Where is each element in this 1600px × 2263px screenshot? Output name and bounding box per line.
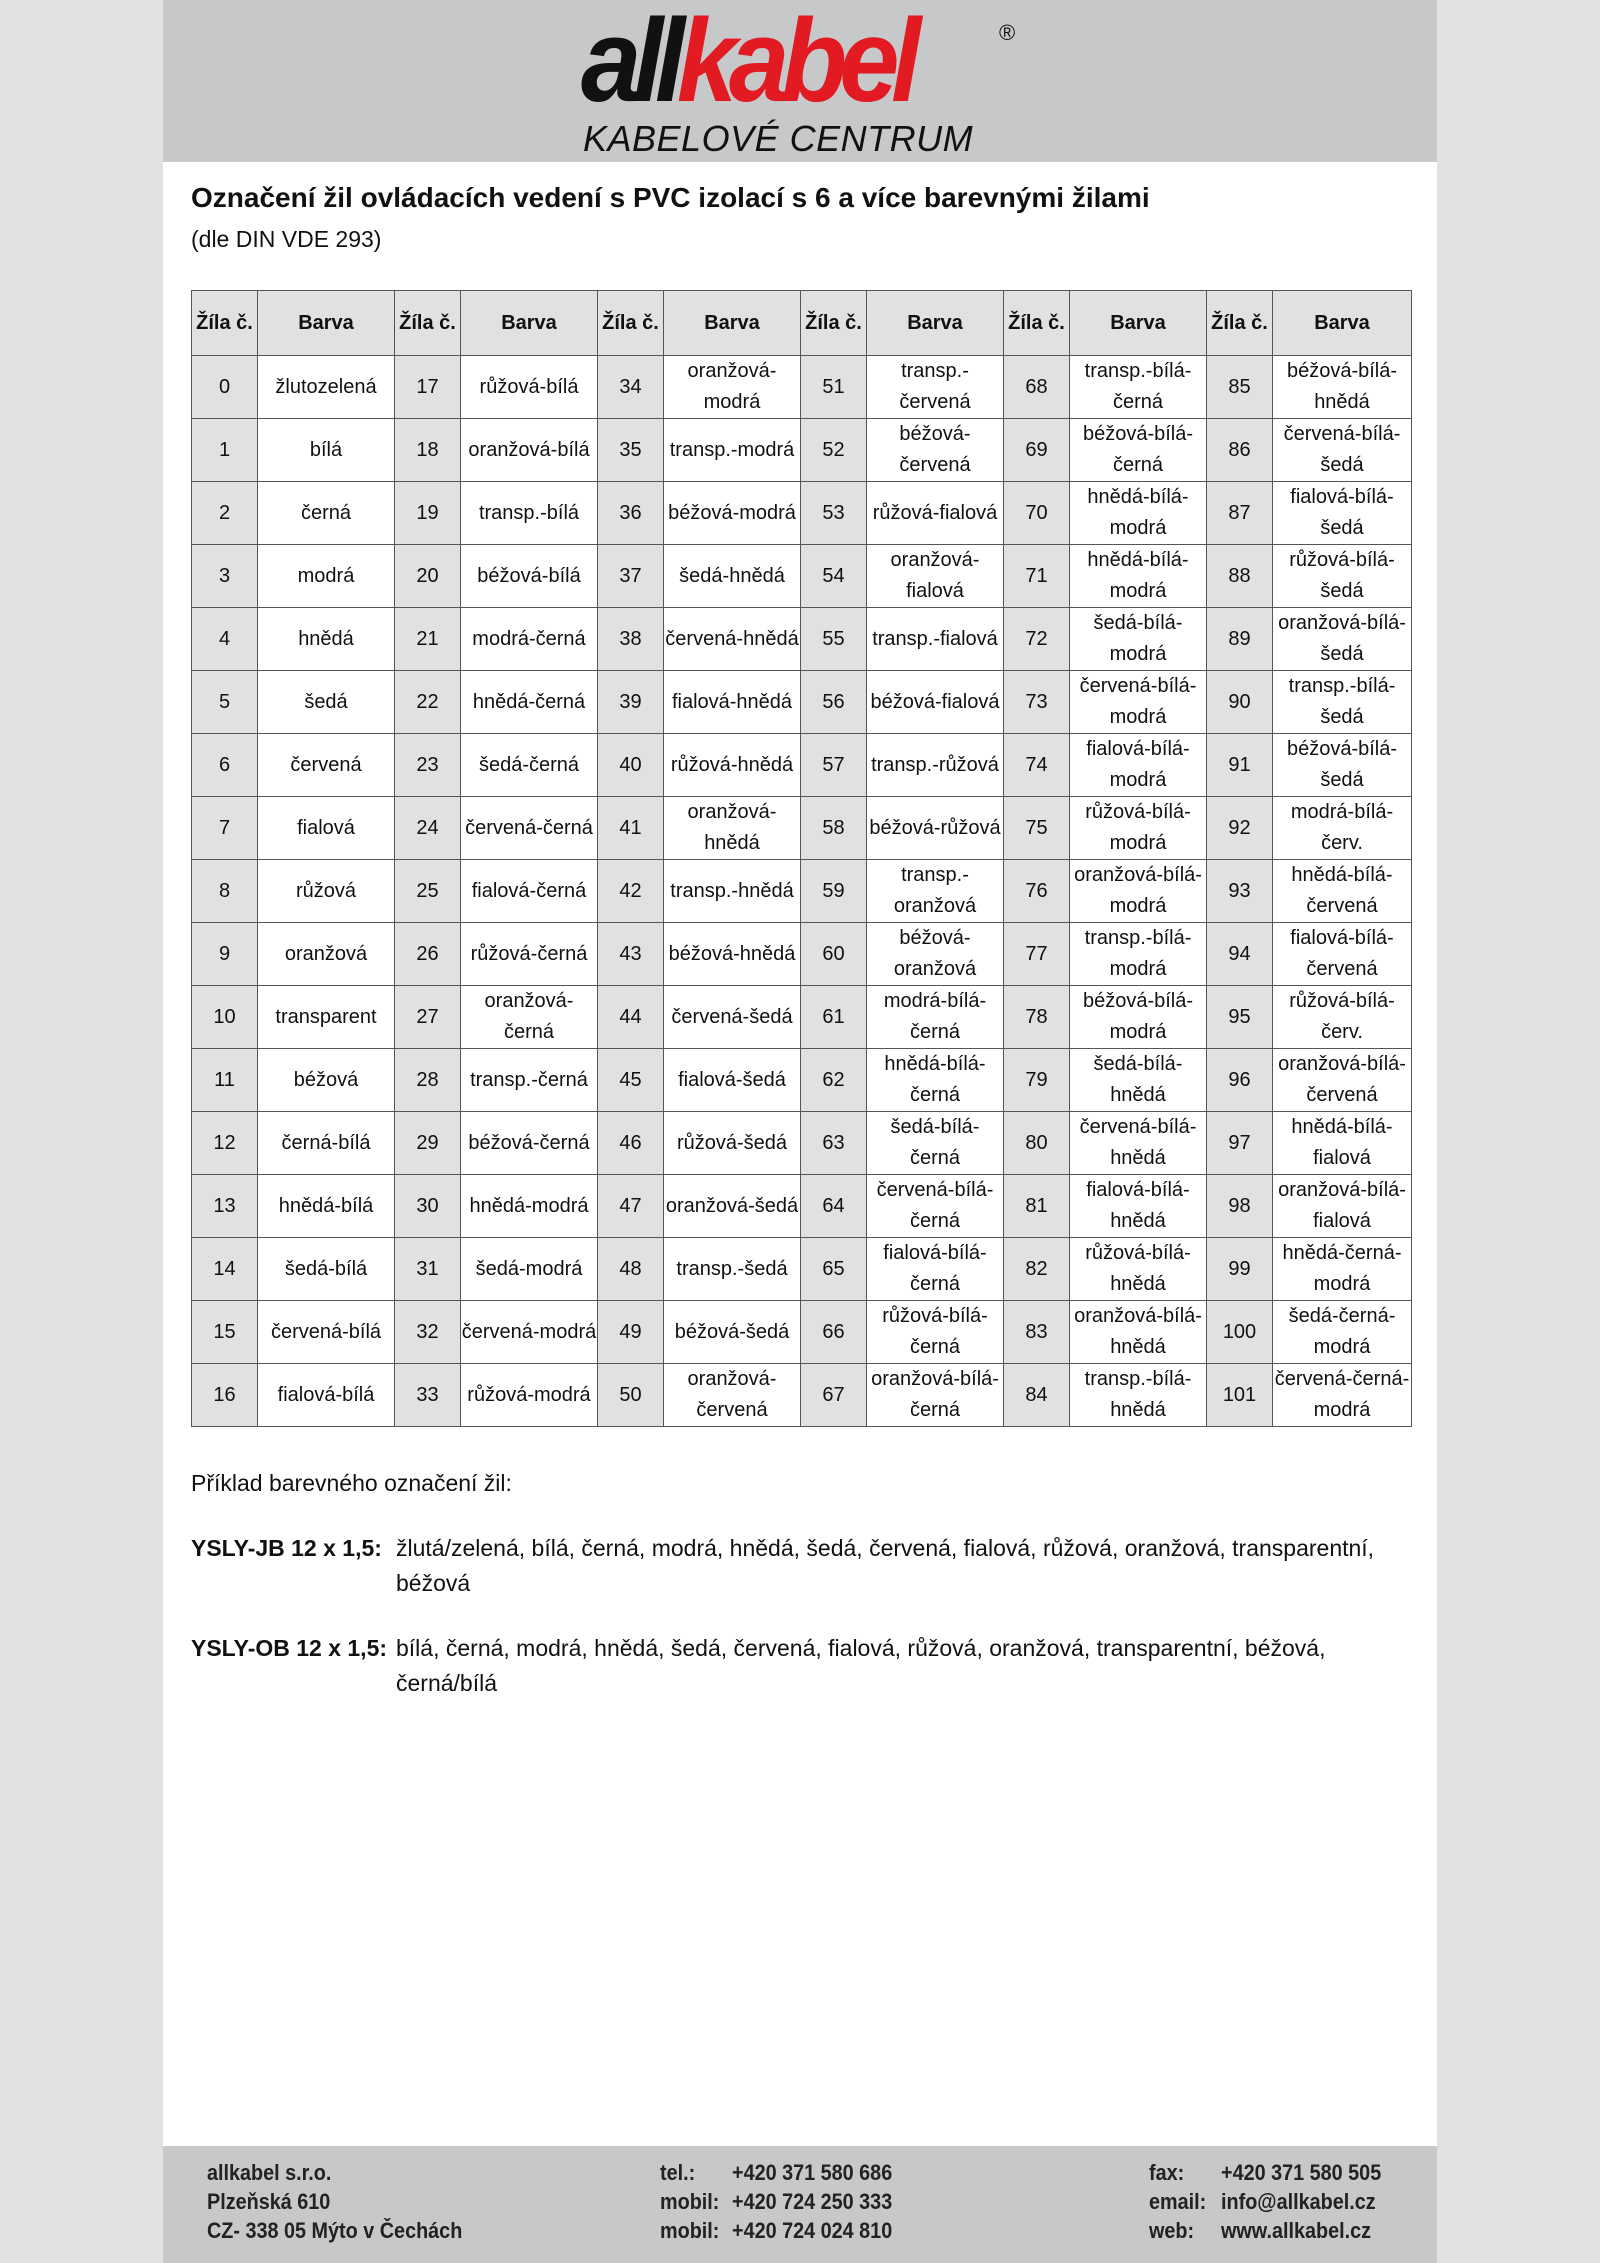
core-color-cell: hnědá-modrá (461, 1175, 598, 1238)
logo-all: all (581, 0, 677, 127)
core-color-cell: béžová-bílá-šedá (1273, 734, 1412, 797)
core-number-cell: 69 (1004, 419, 1070, 482)
core-number-cell: 64 (801, 1175, 867, 1238)
core-color-cell: transparent (258, 986, 395, 1049)
table-row (192, 482, 1412, 545)
core-number-cell: 41 (598, 797, 664, 860)
core-number-cell: 89 (1207, 608, 1273, 671)
core-number-cell: 25 (395, 860, 461, 923)
core-number-cell: 2 (192, 482, 258, 545)
core-color-cell: růžová-černá (461, 923, 598, 986)
core-color-cell: oranžová-černá (461, 986, 598, 1049)
core-number-cell: 77 (1004, 923, 1070, 986)
footer-mobil2: +420 724 024 810 (732, 2218, 893, 2243)
core-color-cell: šedá-bílá (258, 1238, 395, 1301)
core-number-cell: 55 (801, 608, 867, 671)
core-color-cell: růžová-bílá-modrá (1070, 797, 1207, 860)
core-number-cell: 70 (1004, 482, 1070, 545)
core-number-cell: 62 (801, 1049, 867, 1112)
core-number-cell: 82 (1004, 1238, 1070, 1301)
core-color-cell: béžová-bílá-modrá (1070, 986, 1207, 1049)
core-color-cell: transp.-hnědá (664, 860, 801, 923)
core-color-cell: červená-modrá (461, 1301, 598, 1364)
core-number-cell: 75 (1004, 797, 1070, 860)
core-number-cell: 38 (598, 608, 664, 671)
core-color-cell: transp.-fialová (867, 608, 1004, 671)
core-color-cell: růžová-bílá-šedá (1273, 545, 1412, 608)
core-number-cell: 81 (1004, 1175, 1070, 1238)
core-number-cell: 99 (1207, 1238, 1273, 1301)
core-number-cell: 18 (395, 419, 461, 482)
core-number-cell: 100 (1207, 1301, 1273, 1364)
core-color-cell: oranžová-bílá (461, 419, 598, 482)
core-color-table (191, 290, 1412, 1427)
core-number-cell: 61 (801, 986, 867, 1049)
core-number-cell: 87 (1207, 482, 1273, 545)
core-color-cell: růžová-hnědá (664, 734, 801, 797)
core-number-cell: 12 (192, 1112, 258, 1175)
core-number-cell: 97 (1207, 1112, 1273, 1175)
core-number-cell: 63 (801, 1112, 867, 1175)
core-number-cell: 4 (192, 608, 258, 671)
core-number-cell: 43 (598, 923, 664, 986)
core-color-cell: transp.-růžová (867, 734, 1004, 797)
core-color-cell: šedá-černá-modrá (1273, 1301, 1412, 1364)
core-number-cell: 48 (598, 1238, 664, 1301)
core-number-cell: 23 (395, 734, 461, 797)
core-color-cell: oranžová-hnědá (664, 797, 801, 860)
core-number-cell: 86 (1207, 419, 1273, 482)
core-number-cell: 58 (801, 797, 867, 860)
footer-mobil1-label: mobil: (660, 2189, 720, 2214)
core-number-cell: 74 (1004, 734, 1070, 797)
core-color-cell: béžová (258, 1049, 395, 1112)
core-color-cell: červená-hnědá (664, 608, 801, 671)
core-color-cell: béžová-bílá-hnědá (1273, 356, 1412, 419)
core-color-cell: červená-bílá (258, 1301, 395, 1364)
header-core-number: Žíla č. (1004, 291, 1070, 356)
core-number-cell: 91 (1207, 734, 1273, 797)
footer-web-label: web: (1149, 2218, 1195, 2243)
core-number-cell: 11 (192, 1049, 258, 1112)
core-color-cell: růžová-bílá-hnědá (1070, 1238, 1207, 1301)
core-number-cell: 24 (395, 797, 461, 860)
table-row (192, 545, 1412, 608)
table-row (192, 1238, 1412, 1301)
header-core-number: Žíla č. (192, 291, 258, 356)
core-color-cell: fialová-černá (461, 860, 598, 923)
core-number-cell: 19 (395, 482, 461, 545)
core-number-cell: 20 (395, 545, 461, 608)
core-number-cell: 50 (598, 1364, 664, 1427)
core-color-cell: transp.-černá (461, 1049, 598, 1112)
core-number-cell: 67 (801, 1364, 867, 1427)
core-color-cell: fialová-bílá-hnědá (1070, 1175, 1207, 1238)
core-number-cell: 17 (395, 356, 461, 419)
core-color-cell: oranžová-fialová (867, 545, 1004, 608)
core-number-cell: 94 (1207, 923, 1273, 986)
core-color-cell: fialová-bílá-šedá (1273, 482, 1412, 545)
core-color-cell: červená (258, 734, 395, 797)
core-number-cell: 52 (801, 419, 867, 482)
core-color-cell: šedá (258, 671, 395, 734)
header-core-number: Žíla č. (395, 291, 461, 356)
core-number-cell: 26 (395, 923, 461, 986)
core-color-cell: béžová-bílá-černá (1070, 419, 1207, 482)
core-color-cell: oranžová (258, 923, 395, 986)
core-color-cell: béžová-růžová (867, 797, 1004, 860)
core-number-cell: 68 (1004, 356, 1070, 419)
core-color-cell: oranžová-bílá-červená (1273, 1049, 1412, 1112)
core-color-cell: červená-bílá-modrá (1070, 671, 1207, 734)
core-number-cell: 35 (598, 419, 664, 482)
core-color-cell: růžová (258, 860, 395, 923)
core-number-cell: 101 (1207, 1364, 1273, 1427)
core-number-cell: 49 (598, 1301, 664, 1364)
table-row (192, 923, 1412, 986)
core-number-cell: 1 (192, 419, 258, 482)
core-number-cell: 96 (1207, 1049, 1273, 1112)
example-text-ysly-jb: žlutá/zelená, bílá, černá, modrá, hnědá, šedá, červená, fialová, růžová, oranžová, transparentní, béžová (396, 1535, 1375, 1596)
example-text-ysly-ob: bílá, černá, modrá, hnědá, šedá, červená, fialová, růžová, oranžová, transparentní, béžová, černá/bílá (396, 1635, 1326, 1696)
core-number-cell: 3 (192, 545, 258, 608)
core-number-cell: 27 (395, 986, 461, 1049)
core-color-cell: růžová-bílá-černá (867, 1301, 1004, 1364)
core-color-cell: béžová-červená (867, 419, 1004, 482)
core-color-cell: růžová-modrá (461, 1364, 598, 1427)
registered-mark: ® (999, 20, 1016, 45)
core-color-cell: transp.-bílá (461, 482, 598, 545)
table-row (192, 671, 1412, 734)
core-color-cell: černá-bílá (258, 1112, 395, 1175)
core-color-cell: hnědá (258, 608, 395, 671)
header-color: Barva (867, 291, 1004, 356)
core-color-cell: oranžová-bílá-hnědá (1070, 1301, 1207, 1364)
table-row (192, 419, 1412, 482)
core-color-cell: fialová-hnědá (664, 671, 801, 734)
core-color-cell: fialová-bílá-černá (867, 1238, 1004, 1301)
core-color-cell: červená-černá-modrá (1273, 1364, 1412, 1427)
core-number-cell: 10 (192, 986, 258, 1049)
core-number-cell: 6 (192, 734, 258, 797)
core-number-cell: 28 (395, 1049, 461, 1112)
core-number-cell: 34 (598, 356, 664, 419)
core-color-cell: oranžová-bílá-šedá (1273, 608, 1412, 671)
core-number-cell: 31 (395, 1238, 461, 1301)
core-number-cell: 76 (1004, 860, 1070, 923)
core-number-cell: 60 (801, 923, 867, 986)
core-color-cell: růžová-fialová (867, 482, 1004, 545)
core-number-cell: 33 (395, 1364, 461, 1427)
core-number-cell: 73 (1004, 671, 1070, 734)
core-number-cell: 30 (395, 1175, 461, 1238)
header-core-number: Žíla č. (801, 291, 867, 356)
example-label-ysly-ob: YSLY-OB 12 x 1,5: (191, 1635, 388, 1661)
header-core-number: Žíla č. (1207, 291, 1273, 356)
core-color-cell: hnědá-bílá-modrá (1070, 482, 1207, 545)
footer-mobil2-label: mobil: (660, 2218, 720, 2243)
core-color-cell: červená-šedá (664, 986, 801, 1049)
core-color-cell: růžová-šedá (664, 1112, 801, 1175)
header-color: Barva (258, 291, 395, 356)
core-color-cell: transp.-bílá-šedá (1273, 671, 1412, 734)
document-page (163, 0, 1437, 2263)
core-number-cell: 71 (1004, 545, 1070, 608)
core-color-cell: transp.-šedá (664, 1238, 801, 1301)
core-number-cell: 47 (598, 1175, 664, 1238)
table-row (192, 356, 1412, 419)
core-color-cell: šedá-modrá (461, 1238, 598, 1301)
core-color-cell: šedá-bílá-hnědá (1070, 1049, 1207, 1112)
core-number-cell: 84 (1004, 1364, 1070, 1427)
header-core-number: Žíla č. (598, 291, 664, 356)
core-color-cell: černá (258, 482, 395, 545)
core-color-cell: červená-bílá-černá (867, 1175, 1004, 1238)
core-color-cell: béžová-bílá (461, 545, 598, 608)
header-band (163, 0, 1437, 162)
footer-band (163, 2146, 1437, 2263)
footer-email[interactable]: info@allkabel.cz (1221, 2189, 1376, 2214)
core-color-cell: šedá-bílá-černá (867, 1112, 1004, 1175)
core-number-cell: 83 (1004, 1301, 1070, 1364)
core-number-cell: 79 (1004, 1049, 1070, 1112)
core-number-cell: 8 (192, 860, 258, 923)
core-color-cell: hnědá-bílá-červená (1273, 860, 1412, 923)
footer-tel-label: tel.: (660, 2160, 696, 2185)
core-color-cell: fialová-bílá (258, 1364, 395, 1427)
table-header-row (192, 291, 1412, 356)
table-row (192, 797, 1412, 860)
example-heading: Příklad barevného označení žil: (191, 1470, 512, 1496)
core-color-cell: béžová-hnědá (664, 923, 801, 986)
core-number-cell: 5 (192, 671, 258, 734)
core-color-cell: béžová-černá (461, 1112, 598, 1175)
core-number-cell: 40 (598, 734, 664, 797)
core-number-cell: 78 (1004, 986, 1070, 1049)
core-number-cell: 37 (598, 545, 664, 608)
core-color-cell: modrá-bílá-černá (867, 986, 1004, 1049)
core-number-cell: 57 (801, 734, 867, 797)
core-color-cell: fialová (258, 797, 395, 860)
logo-wordmark (581, 0, 914, 127)
core-number-cell: 16 (192, 1364, 258, 1427)
core-number-cell: 7 (192, 797, 258, 860)
core-color-cell: béžová-oranžová (867, 923, 1004, 986)
core-number-cell: 13 (192, 1175, 258, 1238)
table-row (192, 1049, 1412, 1112)
core-number-cell: 65 (801, 1238, 867, 1301)
logo-subtitle: KABELOVÉ CENTRUM (583, 118, 974, 159)
core-color-cell: červená-černá (461, 797, 598, 860)
core-color-cell: šedá-černá (461, 734, 598, 797)
footer-street: Plzeňská 610 (207, 2189, 331, 2214)
core-number-cell: 51 (801, 356, 867, 419)
table-row (192, 1112, 1412, 1175)
page-title: Označení žil ovládacích vedení s PVC izolací s 6 a více barevnými žilami (191, 182, 1150, 213)
core-number-cell: 46 (598, 1112, 664, 1175)
table-row (192, 608, 1412, 671)
core-color-cell: hnědá-bílá (258, 1175, 395, 1238)
core-color-cell: hnědá-černá (461, 671, 598, 734)
core-number-cell: 45 (598, 1049, 664, 1112)
page-subtitle: (dle DIN VDE 293) (191, 226, 382, 252)
table-row (192, 1364, 1412, 1427)
core-number-cell: 92 (1207, 797, 1273, 860)
table-body (192, 356, 1412, 1427)
table-row (192, 860, 1412, 923)
core-number-cell: 42 (598, 860, 664, 923)
core-color-cell: hnědá-bílá-černá (867, 1049, 1004, 1112)
allkabel-logo (581, 0, 1016, 159)
footer-mobil1: +420 724 250 333 (732, 2189, 893, 2214)
core-color-cell: transp.-modrá (664, 419, 801, 482)
core-number-cell: 56 (801, 671, 867, 734)
core-color-cell: béžová-modrá (664, 482, 801, 545)
table-row (192, 1175, 1412, 1238)
core-color-cell: oranžová-červená (664, 1364, 801, 1427)
core-color-cell: hnědá-černá-modrá (1273, 1238, 1412, 1301)
core-number-cell: 95 (1207, 986, 1273, 1049)
core-number-cell: 80 (1004, 1112, 1070, 1175)
core-number-cell: 93 (1207, 860, 1273, 923)
core-color-cell: béžová-fialová (867, 671, 1004, 734)
core-color-cell: růžová-bílá (461, 356, 598, 419)
core-number-cell: 21 (395, 608, 461, 671)
core-color-cell: modrá-bílá-červ. (1273, 797, 1412, 860)
core-number-cell: 9 (192, 923, 258, 986)
core-color-cell: transp.-bílá-černá (1070, 356, 1207, 419)
core-number-cell: 98 (1207, 1175, 1273, 1238)
core-number-cell: 88 (1207, 545, 1273, 608)
core-number-cell: 66 (801, 1301, 867, 1364)
core-number-cell: 39 (598, 671, 664, 734)
header-color: Barva (664, 291, 801, 356)
core-number-cell: 14 (192, 1238, 258, 1301)
core-color-cell: červená-bílá-šedá (1273, 419, 1412, 482)
footer-city: CZ- 338 05 Mýto v Čechách (207, 2218, 463, 2243)
footer-email-label: email: (1149, 2189, 1207, 2214)
core-number-cell: 54 (801, 545, 867, 608)
core-color-cell: modrá-černá (461, 608, 598, 671)
core-color-cell: oranžová-šedá (664, 1175, 801, 1238)
core-number-cell: 44 (598, 986, 664, 1049)
table-row (192, 986, 1412, 1049)
header-color: Barva (461, 291, 598, 356)
core-number-cell: 15 (192, 1301, 258, 1364)
core-color-cell: transp.-oranžová (867, 860, 1004, 923)
core-number-cell: 32 (395, 1301, 461, 1364)
core-color-cell: růžová-bílá-červ. (1273, 986, 1412, 1049)
core-color-cell: transp.-červená (867, 356, 1004, 419)
core-color-cell: fialová-bílá-červená (1273, 923, 1412, 986)
footer-fax: +420 371 580 505 (1221, 2160, 1382, 2185)
footer-fax-label: fax: (1149, 2160, 1185, 2185)
core-color-cell: hnědá-bílá-fialová (1273, 1112, 1412, 1175)
core-color-cell: transp.-bílá-modrá (1070, 923, 1207, 986)
core-number-cell: 59 (801, 860, 867, 923)
footer-tel: +420 371 580 686 (732, 2160, 893, 2185)
core-color-cell: hnědá-bílá-modrá (1070, 545, 1207, 608)
logo-kabel: kabel (676, 0, 914, 127)
core-number-cell: 72 (1004, 608, 1070, 671)
core-color-cell: oranžová-modrá (664, 356, 801, 419)
core-color-cell: žlutozelená (258, 356, 395, 419)
core-color-cell: modrá (258, 545, 395, 608)
core-color-cell: oranžová-bílá-černá (867, 1364, 1004, 1427)
footer-company: allkabel s.r.o. (207, 2160, 332, 2185)
core-number-cell: 53 (801, 482, 867, 545)
example-label-ysly-jb: YSLY-JB 12 x 1,5: (191, 1535, 382, 1561)
core-color-cell: oranžová-bílá-fialová (1273, 1175, 1412, 1238)
table-row (192, 734, 1412, 797)
core-color-cell: fialová-šedá (664, 1049, 801, 1112)
core-color-cell: červená-bílá-hnědá (1070, 1112, 1207, 1175)
table-row (192, 1301, 1412, 1364)
core-color-cell: béžová-šedá (664, 1301, 801, 1364)
core-number-cell: 36 (598, 482, 664, 545)
header-color: Barva (1070, 291, 1207, 356)
header-color: Barva (1273, 291, 1412, 356)
core-color-cell: oranžová-bílá-modrá (1070, 860, 1207, 923)
core-number-cell: 0 (192, 356, 258, 419)
core-number-cell: 85 (1207, 356, 1273, 419)
core-number-cell: 29 (395, 1112, 461, 1175)
core-color-cell: bílá (258, 419, 395, 482)
footer-web[interactable]: www.allkabel.cz (1221, 2218, 1372, 2243)
core-number-cell: 22 (395, 671, 461, 734)
core-color-cell: fialová-bílá-modrá (1070, 734, 1207, 797)
core-color-cell: šedá-hnědá (664, 545, 801, 608)
core-color-cell: šedá-bílá-modrá (1070, 608, 1207, 671)
core-number-cell: 90 (1207, 671, 1273, 734)
core-color-cell: transp.-bílá-hnědá (1070, 1364, 1207, 1427)
